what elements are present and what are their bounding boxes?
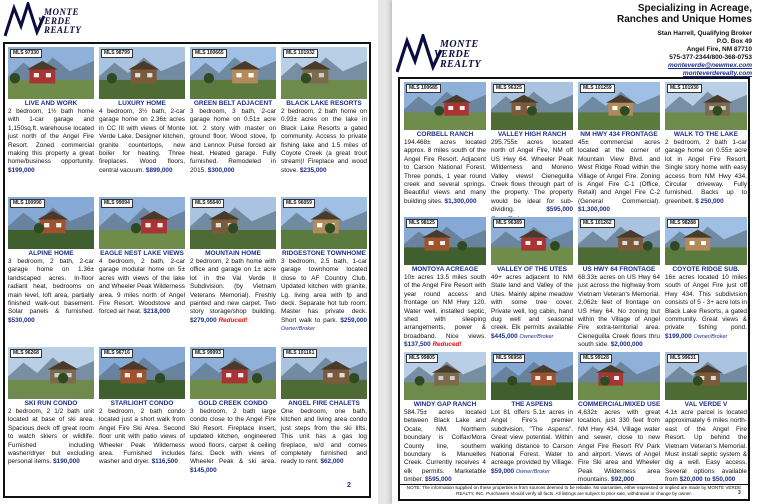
- brand-name-top: MONTE: [44, 7, 80, 17]
- listing-description-text: 68.33± acres on US Hwy 64 just across the highway from Vietnam Veteran's Memorial. 2,062± feet of frontage on US Hwy 64. No zoning but within the Village of Angel Fire extra-territorial area. Cieneguilla Creek flows thru south side.: [578, 274, 660, 349]
- listing-card[interactable]: [190, 47, 276, 193]
- mls-number: MLS 96958: [493, 354, 525, 363]
- listing-description: [281, 408, 367, 467]
- listing-description: [404, 139, 486, 206]
- mls-number: MLS 96059: [283, 199, 315, 208]
- listing-description: [404, 274, 486, 350]
- listing-card[interactable]: [281, 47, 367, 193]
- listing-title[interactable]: COMMERCIAL/MIXED USE: [578, 401, 661, 408]
- listing-description: [99, 258, 185, 317]
- listing-description-text: 2 bedroom, 2 1/2 bath unit located at base of ski area. Spacious deck off great room to watch skiers or wildlife. Furnished including washer/dryer but excluding personal items.: [8, 408, 94, 466]
- listing-price: $199,000: [8, 166, 35, 174]
- listing-description-text: 2 bedroom, 1½ bath home with 1-car garage and 1,150sq.ft. warehouse located just north of the Angel Fire Resort. Zoned commercial making this property a great home/business opportunity.: [8, 108, 94, 166]
- listing-card[interactable]: [491, 352, 573, 483]
- mls-number: MLS 96716: [101, 349, 133, 358]
- listing-title[interactable]: LUXURY HOME: [118, 100, 166, 107]
- city: Angel Fire, NM 87710: [686, 46, 752, 53]
- listing-description: [491, 409, 573, 476]
- website-link[interactable]: monteverderealty.com: [682, 70, 752, 77]
- mls-number: MLS 101161: [283, 349, 317, 358]
- listing-description-text: 584.75± acres located between Black Lake and Ocate, NM. Northern boundary is Colfax/Mora County line, southern boundary is Manuelles Creek. Currently receives 4 elk permits. Marketable timber.: [404, 409, 486, 484]
- mls-number: MLS 98125: [406, 219, 438, 228]
- listing-title[interactable]: VALLEY OF THE UTES: [497, 266, 567, 273]
- listing-price: $218,000: [143, 308, 171, 316]
- listing-title[interactable]: CORBELL RANCH: [416, 131, 474, 138]
- mls-number: MLS 100685: [406, 84, 441, 93]
- listing-title[interactable]: GOLD CREEK CONDO: [198, 400, 268, 407]
- listing-card[interactable]: [578, 82, 660, 213]
- mls-number: MLS 99805: [406, 354, 438, 363]
- listing-price: $145,000: [190, 466, 217, 474]
- brand-name-mid: VERDE: [38, 16, 72, 26]
- listing-card[interactable]: [8, 197, 94, 343]
- mls-number: MLS 99631: [667, 354, 699, 363]
- reduced-badge: Reduced!: [432, 341, 462, 349]
- listing-title[interactable]: SKI RUN CONDO: [24, 400, 78, 407]
- listing-card[interactable]: [99, 347, 185, 493]
- listing-description: [99, 108, 185, 175]
- listing-description: [578, 139, 660, 215]
- page-number: 2: [347, 482, 351, 489]
- mls-number: MLS 96389: [493, 219, 525, 228]
- listing-description-text: 16± acres located 10 miles south of Angel Fire just off Hwy 434. This subdivision consists of 5 - 3+ acre lots in Black Lake Resorts, a gated community. Great views & private fishing pond.: [665, 274, 747, 332]
- listing-price: $300,000: [207, 166, 235, 174]
- listing-description-text: One bedroom, one bath, kitchen and living area condo just steps from the ski lifts. This unit has a gas log fireplace, w/d and comes completely furnished and ready to rent.: [281, 408, 367, 466]
- mls-number: MLS 100990: [10, 199, 45, 208]
- listing-price: $595,000: [424, 476, 452, 484]
- listing-card[interactable]: [8, 347, 94, 493]
- listing-card[interactable]: [491, 217, 573, 348]
- listing-title[interactable]: ALPINE HOME: [28, 250, 74, 257]
- listing-description-text: 3 bedroom, 2 bath, 2-car garage home on 1.36± landscaped acres. In-floor radiant heat, bedrooms on main level, loft area, partially finished walk-out basement. Solar panels & furnished.: [8, 258, 94, 316]
- listing-title[interactable]: RIDGESTONE TOWNHOME: [282, 250, 366, 257]
- listings-frame-right: [398, 77, 750, 501]
- listing-description-text: 194.468± acres located approx. 8 miles south of the Angel Fire Resort. Adjacent to Carson National Forest. Three ponds, 1 year round creek and several springs. Beautiful views and many building sites.: [404, 139, 486, 205]
- listing-title[interactable]: ANGEL FIRE CHALETS: [288, 400, 360, 407]
- listing-card[interactable]: [99, 47, 185, 193]
- left-page: [0, 0, 378, 504]
- listing-card[interactable]: [190, 347, 276, 493]
- listing-description: [190, 258, 276, 325]
- listing-description-text: Lot 81 offers 5.1± acres in Angel Fire's premier subdivision, "The Aspens". Great view potential. Within walking distance to Carson National Forest. Water to acreage provided by Village.: [491, 409, 573, 467]
- listing-price: $199,000: [665, 332, 692, 340]
- listing-card[interactable]: [404, 352, 486, 483]
- listing-description: [578, 409, 660, 485]
- listing-card[interactable]: [578, 217, 660, 348]
- broker-name: Stan Harrell, Qualifying Broker: [657, 30, 752, 37]
- listing-card[interactable]: [665, 352, 747, 483]
- listing-card[interactable]: [491, 82, 573, 213]
- listing-price: $279,000: [190, 316, 217, 324]
- mls-number: MLS 99094: [101, 199, 133, 208]
- mls-number: MLS 101259: [580, 84, 615, 93]
- listing-description: [491, 139, 573, 223]
- mls-number: MLS 99993: [192, 349, 224, 358]
- listing-description: [281, 108, 367, 175]
- listing-description-text: 2 bedroom, 2 bath 1-car garage home on 0.55± acre lot in Angel Fire Resort. Single story home with easy access from NM Hwy 434. Circular driveway. Fully furnished. Backs up to greenbelt.: [665, 139, 747, 205]
- listing-price: $235,000: [299, 166, 327, 174]
- listing-description-text: 4 bedroom, 2 bath, 2-car garage modular home on 5± acres with views of the lake and Wheeler Peak Wilderness area. 9 miles north of Angel Fire Resort. Woodstove and forced air heat.: [99, 258, 185, 316]
- listing-card[interactable]: [665, 82, 747, 213]
- mls-number: MLS 98288: [667, 219, 699, 228]
- disclaimer-note: NOTE: The information supplied on these properties is from sources deemed to be reliable. No warranties, either expressed or implied are made by MONTE VERDE REALTY, INC. Purchasers should verify all facts. All listings are subject to prior sale, withdrawal or change by owner.: [400, 484, 748, 499]
- owner-broker-tag: Owner/Broker: [693, 333, 728, 340]
- listing-card[interactable]: [404, 82, 486, 213]
- listing-description-text: 49+ acres adjacent to NM State land and Valley of the Utes. Mainly alpine meadow with some tree cover. Private well, log cabin, hand dug well and seasonal creek. Elk permits available: [491, 274, 573, 332]
- page-gutter: [378, 0, 392, 504]
- listing-card[interactable]: [578, 352, 660, 483]
- right-page: [392, 0, 760, 504]
- listing-description: [665, 274, 747, 341]
- listing-description-text: 45± commercial acres located at the corner of Mountain View Blvd. and West Ridge Road within the Village of Angel Fire. Zoning is Angel Fire C-1 (Office, Retail) and Angel Fire C-2 (General Commercial).: [578, 139, 660, 205]
- mls-number: MLS 97330: [10, 49, 42, 58]
- listing-title[interactable]: BLACK LAKE RESORTS: [286, 100, 362, 107]
- mls-number: MLS 98799: [101, 49, 133, 58]
- listing-description: [281, 258, 367, 334]
- listing-title[interactable]: GREEN BELT ADJACENT: [193, 100, 273, 107]
- brand-logo: [4, 2, 114, 40]
- brand-name-mid: VERDE: [434, 49, 471, 60]
- listing-price: $62,000: [320, 458, 344, 466]
- listings-frame-left: [3, 42, 371, 498]
- listing-card[interactable]: [281, 347, 367, 493]
- listing-description: [578, 274, 660, 350]
- owner-broker-tag: Owner/Broker: [515, 468, 550, 475]
- listing-price: $445,000: [491, 332, 518, 340]
- listing-description: [8, 258, 94, 325]
- listing-description-text: 2 bedroom, 2 bath home on 0.93± acres on the lake in Black Lake Resorts a gated community. Access to private fishing lake and 1.5 miles of Coyote Creek (a great trout stream)! Fireplace and wood stove.: [281, 108, 367, 174]
- listing-description: [404, 409, 486, 485]
- email-link[interactable]: monteverde@newmex.com: [667, 62, 752, 69]
- listing-title[interactable]: VAL VERDE V: [684, 401, 728, 408]
- reduced-badge: Reduced!: [218, 316, 248, 324]
- mls-number: MLS 100665: [192, 49, 227, 58]
- listing-title[interactable]: THE ASPENS: [511, 401, 553, 408]
- mls-number: MLS 101930: [667, 84, 702, 93]
- listing-price: $259,000: [340, 316, 367, 324]
- phones: 575-377-2344/800-368-0753: [669, 54, 752, 61]
- listing-description: [190, 408, 276, 475]
- listing-description: [190, 108, 276, 175]
- listing-description: [491, 274, 573, 341]
- listing-card[interactable]: [665, 217, 747, 348]
- listing-description-text: 4 bedroom, 3½ bath, 2-car garage home on 2.36± acres in CC III with views of Monte Verde Lake. Designer kitchen, granite countertops, new boiler for heating. Three fireplaces. Wood floors, central vacuum.: [99, 108, 185, 174]
- listing-price: $190,000: [53, 458, 80, 466]
- owner-broker-tag: Owner/Broker: [519, 333, 554, 340]
- listing-price: $1,300,000: [578, 206, 610, 214]
- listing-price: $137,500: [404, 341, 431, 349]
- mls-number: MLS 101262: [580, 219, 615, 228]
- listing-description: [665, 139, 747, 206]
- listing-description-text: 10± acres 13.5 miles south of the Angel Fire Resort with year round access and frontage on NM Hwy 120. Water well, installed septic, shed with sleeping arrangements, power & broadband. Nice views.: [404, 274, 486, 340]
- listing-description: [99, 408, 185, 467]
- listing-title[interactable]: COYOTE RIDGE SUB.: [672, 266, 740, 273]
- heading-line-2: Ranches and Unique Homes: [616, 14, 752, 25]
- listing-description-text: 4.1± acre parcel is located approximately 6 miles north-east of the Angel Fire Resort. Up behind the Vietnam Veteran's Memorial. Must install septic system & dig a well. Easy access. Several options available from: [665, 409, 747, 484]
- listing-description-text: 295.755± acres located north of Angel Fire, NM off US Hwy 64. Wheeler Peak Wilderness and Moreno Valley views! Cieneguilla Creek flows through part of the property. The property would be ideal for sub-dividing.: [491, 139, 573, 214]
- listing-title[interactable]: MOUNTAIN HOME: [205, 250, 261, 257]
- brand-logo-right: [396, 34, 516, 76]
- listing-price: $116,500: [151, 458, 178, 466]
- page-number: 3: [738, 490, 741, 496]
- listing-card[interactable]: [190, 197, 276, 343]
- listing-title[interactable]: VALLEY HIGH RANCH: [497, 131, 567, 138]
- listing-card[interactable]: [99, 197, 185, 343]
- listing-price: $1,300,000: [444, 197, 477, 205]
- mls-number: MLS 95640: [192, 199, 224, 208]
- listing-title[interactable]: WALK TO THE LAKE: [673, 131, 739, 138]
- mls-number: MLS 99128: [580, 354, 612, 363]
- listing-description-text: 4,632± acres with great location, just 330 feet from NM Hwy 434. Village water and sewer, close to new Angel Fire Resort RV Park and airport. Views of Angel Fire Ski area and Wheeler Peak Wilderness area mountains.: [578, 409, 660, 484]
- listing-price: $595,000: [546, 206, 573, 214]
- listing-title[interactable]: MONTOYA ACREAGE: [411, 266, 479, 273]
- listing-price: $530,000: [8, 316, 35, 324]
- specialty-heading: [617, 3, 752, 25]
- listing-description: [665, 409, 747, 485]
- brand-name-bot: REALTY: [440, 59, 482, 70]
- listing-price: $899,000: [145, 166, 173, 174]
- listing-description-text: 3 bedroom, 2.5 bath, 1-car garage townhome located close to AF Country Club. Updated kitchen with granite, Lg. living area with fp and deck. Separate hot tub room. Master has private deck. Short walk to park.: [281, 258, 367, 324]
- listing-title[interactable]: WINDY GAP RANCH: [413, 401, 477, 408]
- listing-description-text: 3 bedroom, 2 bath large condo close to the Angel Fire Ski Resort. Fireplace insert, updated kitchen, engineered wood floors, carpet & ceiling fans. Deck with views of Wheeler Peak & ski area.: [190, 408, 276, 466]
- listing-title[interactable]: LIVE AND WORK: [24, 100, 78, 107]
- listing-title[interactable]: NM HWY 434 FRONTAGE: [580, 131, 658, 138]
- po-box: P.O. Box 49: [716, 38, 752, 45]
- listing-description-text: 3 bedroom, 3 bath, 2-car garage home on 0.51± acre lot. 2 story with master on ground floor. Wood stove, fp and Lennox Pulse forced air heat. Heated garage. Fully furnished. Remodeled in 2015.: [190, 108, 276, 174]
- listing-description: [8, 108, 94, 175]
- listing-price: $ 250,000: [695, 197, 724, 205]
- listing-description: [8, 408, 94, 467]
- listing-title[interactable]: US HWY 64 FRONTAGE: [582, 266, 656, 273]
- brand-name-top: MONTE: [440, 39, 479, 50]
- listing-title[interactable]: EAGLE NEST LAKE VIEWS: [100, 250, 184, 257]
- listing-price: $20,000 to $50,000: [679, 476, 736, 484]
- owner-broker-tag: Owner/Broker: [281, 326, 315, 333]
- listing-price: $2,000,000: [610, 341, 643, 349]
- listing-price: $92,000: [611, 476, 635, 484]
- listing-card[interactable]: [8, 47, 94, 193]
- listing-description-text: 2 bedroom, 2 bath home with office and garage on 1± acre lot in the Val Verde II Subdivision. (by Vietnam Veterans Memorial). Freshly painted and new carpet. Two story storage/shop building.: [190, 258, 276, 316]
- mls-number: MLS 101932: [283, 49, 318, 58]
- brand-name-bot: REALTY: [44, 25, 82, 35]
- mls-number: MLS 96268: [10, 349, 42, 358]
- contact-block: [657, 30, 752, 78]
- listing-price: $59,000: [491, 467, 515, 475]
- heading-line-1: Specializing in Acreage,: [637, 3, 752, 14]
- listing-card[interactable]: [281, 197, 367, 343]
- listing-description-text: 2 bedroom, 2 bath condo located just a short walk from Angel Fire Ski Area. Second floor unit with patio views of Wheeler Peak Wilderness area. Furnished includes washer and dryer.: [99, 408, 185, 466]
- mls-number: MLS 96325: [493, 84, 525, 93]
- listing-title[interactable]: STARLIGHT CONDO: [110, 400, 174, 407]
- listing-card[interactable]: [404, 217, 486, 348]
